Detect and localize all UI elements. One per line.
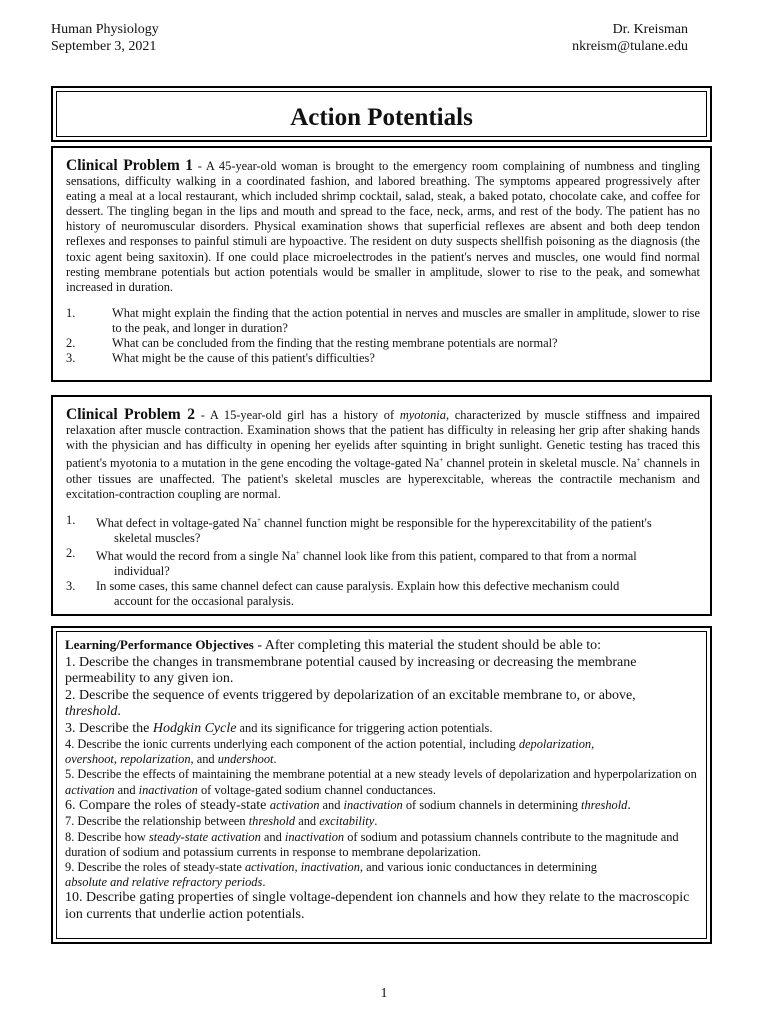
list-item xyxy=(65,830,698,860)
superscript-plus: + xyxy=(295,549,300,557)
text-run: , and various ionic conductances in determining xyxy=(359,859,597,874)
list-item: 9. Describe the roles of steady-state activation, inactivation, and various ionic conductances in determining absolute and relative refractory periods. xyxy=(65,859,597,890)
emphasis: overshoot xyxy=(65,752,114,767)
objectives-content xyxy=(65,637,698,923)
list-item: 7. Describe the relationship between threshold and excitability. xyxy=(65,814,378,829)
emphasis: activation xyxy=(65,782,115,797)
list-item xyxy=(66,579,700,609)
clinical-problem-1-questions xyxy=(66,306,700,366)
text-run: and xyxy=(114,782,139,797)
question-text xyxy=(96,546,700,564)
text-run: and xyxy=(260,829,285,844)
objectives-box xyxy=(51,626,712,944)
objectives-heading: Learning/Performance Objectives xyxy=(65,637,254,652)
question-text: In some cases, this same channel defect can cause paralysis. Explain how this defective mechanism could xyxy=(96,579,620,594)
emphasis: threshold xyxy=(65,704,118,719)
title-box xyxy=(51,86,712,142)
question-number: 1. xyxy=(66,512,76,527)
question-number: 2. xyxy=(66,546,76,560)
question-text: What might explain the finding that the action potential in nerves and muscles are smaller in amplitude, slower to rise to the peak, and longer in duration? xyxy=(112,305,700,335)
text-run: of sodium and potassium channels contribute to the magnitude and duration of sodium and potassium currents in response to membrane depolarization. xyxy=(65,829,679,859)
clinical-problem-1-content xyxy=(66,158,700,366)
text-run: 2. Describe the sequence of events triggered by depolarization of an excitable membrane to, or above, xyxy=(65,687,636,703)
text-run: of sodium channels in determining xyxy=(402,797,582,812)
text-run: 5. Describe the effects of maintaining the membrane potential at a new steady levels of depolarization and hyperpolarization on xyxy=(65,767,697,782)
document-date: September 3, 2021 xyxy=(51,39,157,54)
clinical-problem-1-text xyxy=(66,158,700,295)
clinical-problem-1-intro: - A 45-year-old woman is brought to the emergency room complaining of numbness and tingling sensations, difficulty walking in a coordinated fashion, and labored breathing. The symptoms appeared progressively after eating a meal at a local restaurant, which included shrimp cocktail, salad, steak, a baked potato, chocolate cake, and coffee for dessert. The tingling began in the lips and mouth and spread to the face, neck, arms, and rest of the body. The patient has no history of neuromuscular disorders. Physical examination shows that superficial reflexes are absent and both deep tendon reflexes and responses to painful stimuli are hypoactive. The resident on duty suspects shellfish poisoning as the diagnosis (the toxic agent being saxitoxin). If one could place microelectrodes in the patient's nerves and muscles, one would find normal resting membrane potentials but action potentials would be smaller in amplitude, slower to rise to the peak, and somewhat increased in duration. xyxy=(66,159,700,294)
text-run: - After completing this material the student should be able to: xyxy=(253,638,602,653)
list-item xyxy=(66,351,700,366)
list-item xyxy=(66,336,700,351)
question-continuation: account for the occasional paralysis. xyxy=(114,594,294,609)
list-item: 4. Describe the ionic currents underlying each component of the action potential, including depolarization, overshoot, repolarization, and undershoot. xyxy=(65,737,595,767)
text-run: What defect in voltage-gated Na xyxy=(96,515,257,530)
list-item xyxy=(66,306,700,336)
list-item xyxy=(66,546,700,579)
instructor-email: nkreism@tulane.edu xyxy=(572,39,688,54)
page-number: 1 xyxy=(380,986,388,1001)
course-name: Human Physiology xyxy=(51,22,159,37)
clinical-problem-2-text xyxy=(66,407,700,502)
clinical-problem-2-content xyxy=(66,407,700,610)
emphasis: threshold xyxy=(248,814,296,829)
emphasis: activation xyxy=(269,797,320,812)
question-number: 1. xyxy=(66,305,76,320)
emphasis: excitability xyxy=(319,814,375,829)
text-run: of voltage-gated sodium channel conductances. xyxy=(197,782,436,797)
question-number: 3. xyxy=(66,351,76,366)
emphasis: undershoot xyxy=(217,752,274,767)
superscript-plus: + xyxy=(439,456,444,465)
superscript-plus: + xyxy=(636,456,641,465)
emphasis: repolarization xyxy=(120,752,191,767)
clinical-problem-1-heading: Clinical Problem 1 xyxy=(66,157,193,174)
text-run: and xyxy=(295,814,320,829)
text-run: channel function might be responsible for the hyperexcitability of the patient's xyxy=(260,515,652,530)
header-left xyxy=(51,21,159,55)
text-run: 3. Describe the xyxy=(65,720,153,736)
text-run: and xyxy=(196,752,215,767)
emphasis: inactivation xyxy=(284,829,345,844)
emphasis: inactivation xyxy=(343,797,403,812)
text-run: channel protein in skeletal muscle. Na xyxy=(443,456,637,471)
text-run: What would the record from a single Na xyxy=(96,549,296,564)
question-continuation: individual? xyxy=(114,564,170,579)
text-run: channel look like from this patient, compared to that from a normal xyxy=(299,549,637,564)
emphasis: depolarization xyxy=(518,737,592,751)
text-run: - A 15-year-old girl has a history of xyxy=(194,408,400,422)
text-run: 8. Describe how xyxy=(65,829,149,844)
list-item: 6. Compare the roles of steady-state activation and inactivation of sodium channels in determining threshold. xyxy=(65,797,631,813)
objectives-intro xyxy=(65,637,698,655)
question-text: What can be concluded from the finding that the resting membrane potentials are normal? xyxy=(112,336,558,351)
text-run: 9. Describe the roles of steady-state xyxy=(65,859,245,874)
text-run: 6. Compare the roles of steady-state xyxy=(65,797,270,813)
question-number: 2. xyxy=(66,336,76,351)
question-text xyxy=(96,513,700,531)
emphasis: inactivation xyxy=(300,859,360,874)
emphasis: inactivation xyxy=(138,782,198,797)
emphasis: absolute and relative refractory periods xyxy=(65,875,263,890)
text-run: 4. Describe the ionic currents underlying each component of the action potential, including xyxy=(65,737,519,751)
list-item: 1. Describe the changes in transmembrane potential caused by increasing or decreasing the membrane permeability to any given ion. xyxy=(65,654,637,686)
clinical-problem-2-questions xyxy=(66,513,700,610)
emphasis: Hodgkin Cycle xyxy=(152,720,237,736)
superscript-plus: + xyxy=(257,515,261,524)
text-run: and xyxy=(319,797,344,812)
emphasis: activation xyxy=(244,859,295,874)
clinical-problem-2-box xyxy=(51,395,712,616)
text-run: and its significance for triggering action potentials. xyxy=(236,720,493,735)
clinical-problem-1-box xyxy=(51,146,712,382)
question-text: What might be the cause of this patient's difficulties? xyxy=(112,351,375,366)
text-run: 7. Describe the relationship between xyxy=(65,814,249,829)
text-run: , characterized by muscle stiffness and impaired relaxation after muscle contraction. Examination shows that the patient has difficulty in releasing her grip after shaking hands with the physician and has difficulty in opening her eyelids after squinting in bright sunlight. Genetic testing has traced this patient's myotonia to a mutation in the gene encoding the voltage-gated Na xyxy=(66,408,700,471)
list-item: 10. Describe gating properties of single voltage-dependent ion channels and how they relate to the macroscopic ion currents that underlie action potentials. xyxy=(65,890,690,922)
list-item xyxy=(66,513,700,546)
header-right xyxy=(572,21,688,55)
emphasis-myotonia: myotonia xyxy=(399,408,446,422)
question-continuation: skeletal muscles? xyxy=(114,530,201,545)
list-item: 2. Describe the sequence of events triggered by depolarization of an excitable membrane to, or above, threshold. xyxy=(65,687,636,719)
list-item xyxy=(65,767,698,797)
page-title: Action Potentials xyxy=(290,104,473,131)
emphasis: steady-state activation xyxy=(148,829,261,844)
list-item xyxy=(65,721,698,738)
emphasis: threshold xyxy=(581,797,628,812)
text-run: channels in other tissues are unaffected. The patient's skeletal muscles are hyperexcitable, whereas the contractile mechanism and excitation-contraction coupling are normal. xyxy=(66,456,700,501)
clinical-problem-2-heading: Clinical Problem 2 xyxy=(66,406,195,423)
question-number: 3. xyxy=(66,579,76,594)
instructor-name: Dr. Kreisman xyxy=(612,22,688,37)
